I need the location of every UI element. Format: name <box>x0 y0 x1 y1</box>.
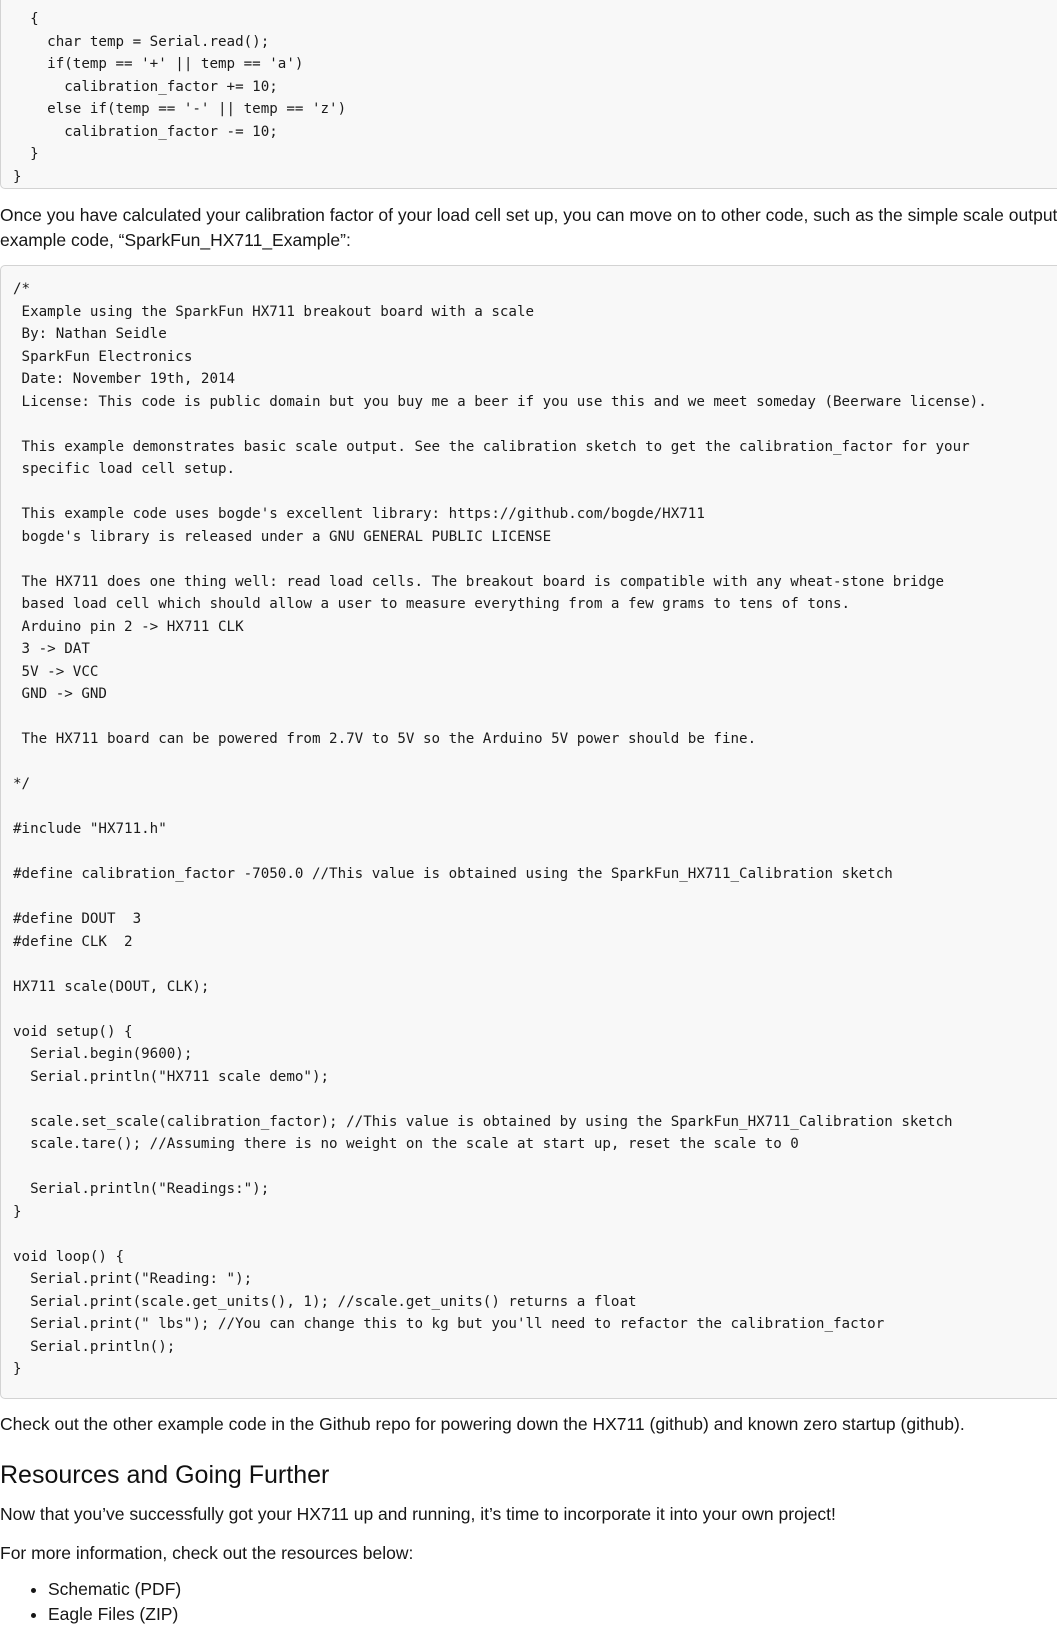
paragraph-line-2: example code, “SparkFun_HX711_Example”: <box>0 230 351 250</box>
paragraph-calibration-done <box>0 203 1057 253</box>
paragraph-line-1: Once you have calculated your calibration factor of your load cell set up, you can move on to other code, such as the simple scale output <box>0 205 1057 225</box>
paragraph-github-examples <box>0 1412 965 1437</box>
paragraph-text: ). <box>954 1414 965 1434</box>
github-link-power-down[interactable]: github <box>655 1414 704 1434</box>
paragraph-text: ) and known zero startup ( <box>703 1414 907 1434</box>
paragraph-more-info: For more information, check out the resources below: <box>0 1543 414 1563</box>
section-heading-resources: Resources and Going Further <box>0 1461 330 1489</box>
paragraph-resources-intro: Now that you’ve successfully got your HX711 up and running, it’s time to incorporate it into your own project! <box>0 1504 836 1524</box>
code-block-calibration-tail <box>0 0 1057 189</box>
code-text: /* Example using the SparkFun HX711 breakout board with a scale By: Nathan Seidle SparkFun Electronics Date: November 19th, 2014 License: This code is public domain but you buy me a beer if you use this and we meet someday (Beerware license). This example demonstrates basic scale output. See the calibration sketch to get the calibration_factor for your specific load cell setup. This example code uses bogde's excellent library: https://github.com/bogde/HX711 bogde's library is released under a GNU GENERAL PUBLIC LICENSE The HX711 does one thing well: read load cells. The breakout board is compatible with any wheat-stone bridge based load cell which should allow a user to measure everything from a few grams to tens of tons. Arduino pin 2 -> HX711 CLK 3 -> DAT 5V -> VCC GND -> GND The HX711 board can be powered from 2.7V to 5V so the Arduino 5V power should be fine. */ #include "HX711.h" #define calibration_factor -7050.0 //This value is obtained using the SparkFun_HX711_Calibration sketch #define DOUT 3 #define CLK 2 HX711 scale(DOUT, CLK); void setup() { Serial.begin(9600); Serial.println("HX711 scale demo"); scale.set_scale(calibration_factor); //This value is obtained by using the SparkFun_HX711_Calibration sketch scale.tare(); //Assuming there is no weight on the scale at start up, reset the scale to 0 Serial.println("Readings:"); } void loop() { Serial.print("Reading: "); Serial.print(scale.get_units(), 1); //scale.get_units() returns a float Serial.print(" lbs"); //You can change this to kg but you'll need to refactor the calibration_factor Serial.println(); } <box>13 281 987 1377</box>
github-link-known-zero[interactable]: github <box>906 1414 955 1434</box>
code-text: { char temp = Serial.read(); if(temp == '+' || temp == 'a') calibration_factor += 10; else if(temp == '-' || temp == 'z') calibration_factor -= 10; } } <box>13 11 347 185</box>
list-item <box>48 1577 181 1602</box>
code-block-hx711-example <box>0 265 1057 1399</box>
list-item <box>48 1602 181 1627</box>
paragraph-text: Check out the other example code in the Github repo for powering down the HX711 ( <box>0 1414 656 1434</box>
schematic-pdf-link[interactable]: Schematic (PDF) <box>48 1579 182 1599</box>
resources-list <box>0 1577 181 1627</box>
eagle-files-zip-link[interactable]: Eagle Files (ZIP) <box>48 1604 179 1624</box>
